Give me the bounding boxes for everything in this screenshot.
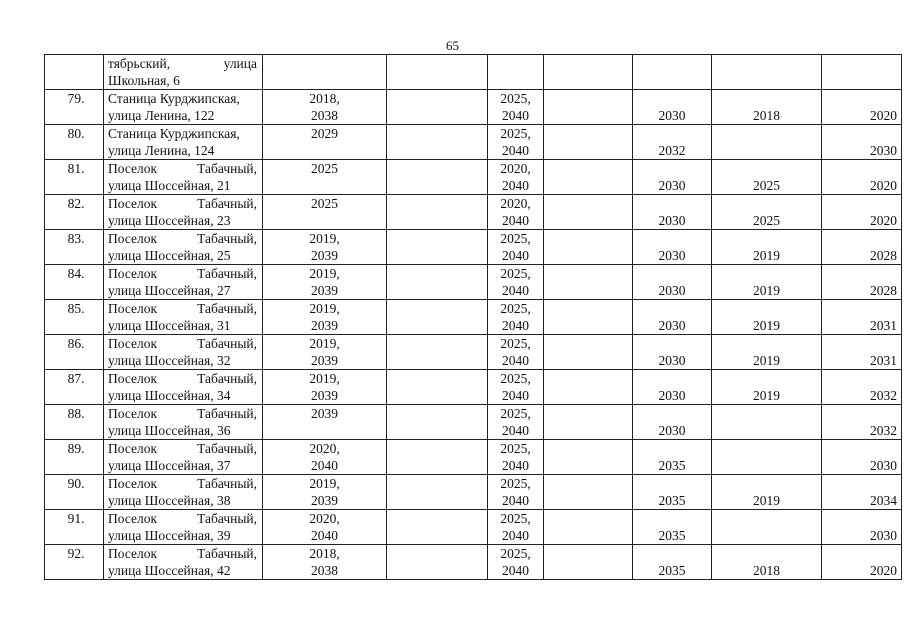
cell-years-1	[263, 90, 387, 125]
cell-years-3	[488, 265, 544, 300]
years-3-line1: 2025,	[500, 266, 531, 281]
table-row	[45, 510, 902, 545]
cell-name	[104, 510, 263, 545]
years-3-line2: 2040	[502, 283, 529, 298]
name-line2: улица Шоссейная, 23	[108, 213, 231, 228]
cell-year-5: 2030	[633, 335, 712, 370]
cell-empty	[387, 475, 488, 510]
cell-empty	[387, 230, 488, 265]
name-line1-a: Поселок	[108, 231, 158, 246]
table-row	[45, 230, 902, 265]
cell-years-1	[263, 370, 387, 405]
cell-empty	[387, 125, 488, 160]
cell-empty	[263, 55, 387, 90]
cell-name	[104, 545, 263, 580]
name-line1-a: Поселок	[108, 441, 158, 456]
cell-empty	[544, 510, 633, 545]
years-1-line2: 2039	[311, 353, 338, 368]
years-3-line2: 2040	[502, 178, 529, 193]
name-line1-b: Табачный,	[197, 441, 257, 456]
cell-years-1	[263, 230, 387, 265]
cell-year-7: 2034	[822, 475, 902, 510]
cell-number: 89.	[45, 440, 104, 475]
cell-number: 79.	[45, 90, 104, 125]
name-line1-b: улица	[223, 56, 257, 71]
years-1-line1: 2020,	[309, 441, 340, 456]
cell-years-3	[488, 545, 544, 580]
cell-name	[104, 55, 263, 90]
name-line1-a: Поселок	[108, 266, 158, 281]
cell-year-5: 2030	[633, 90, 712, 125]
cell-year-5: 2035	[633, 475, 712, 510]
cell-empty	[544, 90, 633, 125]
years-3-line2: 2040	[502, 423, 529, 438]
cell-year-7: 2031	[822, 300, 902, 335]
table-row	[45, 265, 902, 300]
name-line1-a: Поселок	[108, 161, 158, 176]
name-line1-b: Табачный,	[197, 371, 257, 386]
cell-empty	[544, 300, 633, 335]
page-number: 65	[446, 38, 459, 53]
cell-empty	[387, 55, 488, 90]
cell-year-7: 2020	[822, 160, 902, 195]
cell-name	[104, 160, 263, 195]
table-row	[45, 370, 902, 405]
cell-year-7: 2030	[822, 440, 902, 475]
years-1-line1: 2019,	[309, 231, 340, 246]
cell-years-1	[263, 475, 387, 510]
name-line2: улица Шоссейная, 25	[108, 248, 231, 263]
years-1-line1: 2018,	[309, 546, 340, 561]
cell-number: 92.	[45, 545, 104, 580]
name-line1-b: Табачный,	[197, 301, 257, 316]
cell-number: 81.	[45, 160, 104, 195]
name-line1-a: Поселок	[108, 406, 158, 421]
cell-empty	[822, 55, 902, 90]
years-1-line2: 2039	[311, 388, 338, 403]
cell-year-7: 2020	[822, 90, 902, 125]
cell-empty	[544, 475, 633, 510]
cell-empty	[544, 370, 633, 405]
name-line2: улица Шоссейная, 37	[108, 458, 231, 473]
name-line2: улица Шоссейная, 32	[108, 353, 231, 368]
cell-years-1	[263, 545, 387, 580]
years-1-line2: 2038	[311, 108, 338, 123]
cell-year-6: 2018	[712, 90, 822, 125]
cell-years-3	[488, 475, 544, 510]
cell-year-6: 2019	[712, 230, 822, 265]
years-3-line1: 2025,	[500, 476, 531, 491]
years-3-line2: 2040	[502, 528, 529, 543]
cell-year-7: 2032	[822, 405, 902, 440]
cell-years-1	[263, 160, 387, 195]
table-row	[45, 475, 902, 510]
cell-empty	[544, 440, 633, 475]
years-1-line1: 2019,	[309, 301, 340, 316]
years-1-line2: 2025	[311, 196, 338, 211]
cell-empty	[387, 545, 488, 580]
cell-number: 91.	[45, 510, 104, 545]
cell-year-5: 2030	[633, 370, 712, 405]
name-line2: улица Шоссейная, 38	[108, 493, 231, 508]
cell-empty	[633, 55, 712, 90]
years-3-line1: 2020,	[500, 161, 531, 176]
years-3-line2: 2040	[502, 143, 529, 158]
cell-name	[104, 195, 263, 230]
name-line1-a: тябрьский,	[108, 56, 171, 71]
years-3-line2: 2040	[502, 388, 529, 403]
years-1-line2: 2039	[311, 283, 338, 298]
years-3-line1: 2025,	[500, 371, 531, 386]
years-1-line2: 2040	[311, 528, 338, 543]
cell-year-7: 2030	[822, 510, 902, 545]
cell-empty	[387, 195, 488, 230]
cell-year-5: 2030	[633, 195, 712, 230]
name-line2: улица Шоссейная, 34	[108, 388, 231, 403]
name-line1-a: Поселок	[108, 476, 158, 491]
years-1-line1: 2019,	[309, 476, 340, 491]
name-line1-b: Табачный,	[197, 266, 257, 281]
years-3-line2: 2040	[502, 318, 529, 333]
cell-year-6: 2025	[712, 160, 822, 195]
table-row	[45, 195, 902, 230]
years-1-line2: 2039	[311, 493, 338, 508]
cell-year-7: 2020	[822, 545, 902, 580]
cell-name	[104, 370, 263, 405]
cell-number: 88.	[45, 405, 104, 440]
table-row-continuation	[45, 55, 902, 90]
cell-year-6: 2019	[712, 300, 822, 335]
name-line1-a: Поселок	[108, 301, 158, 316]
name-line1-b: Табачный,	[197, 196, 257, 211]
cell-years-3	[488, 300, 544, 335]
cell-year-5: 2032	[633, 125, 712, 160]
cell-name	[104, 405, 263, 440]
cell-years-3	[488, 125, 544, 160]
table-row	[45, 440, 902, 475]
name-line1-b: Табачный,	[197, 476, 257, 491]
cell-empty	[387, 300, 488, 335]
cell-name	[104, 300, 263, 335]
cell-empty	[544, 125, 633, 160]
name-line1-b: Табачный,	[197, 511, 257, 526]
cell-year-6: 2019	[712, 370, 822, 405]
cell-empty	[712, 55, 822, 90]
cell-name	[104, 335, 263, 370]
cell-year-5: 2030	[633, 265, 712, 300]
cell-empty	[387, 335, 488, 370]
cell-empty	[544, 265, 633, 300]
years-3-line2: 2040	[502, 563, 529, 578]
years-1-line1: 2019,	[309, 371, 340, 386]
cell-year-7: 2031	[822, 335, 902, 370]
years-1-line2: 2025	[311, 161, 338, 176]
cell-year-7: 2028	[822, 265, 902, 300]
cell-empty	[544, 545, 633, 580]
cell-years-1	[263, 440, 387, 475]
cell-years-1	[263, 195, 387, 230]
cell-year-6	[712, 405, 822, 440]
cell-empty	[387, 405, 488, 440]
cell-empty	[387, 160, 488, 195]
cell-name	[104, 125, 263, 160]
cell-years-3	[488, 335, 544, 370]
cell-years-1	[263, 125, 387, 160]
cell-empty	[387, 370, 488, 405]
years-1-line2: 2040	[311, 458, 338, 473]
cell-name	[104, 265, 263, 300]
name-line1-a: Поселок	[108, 371, 158, 386]
cell-year-5: 2030	[633, 230, 712, 265]
cell-empty	[544, 55, 633, 90]
cell-year-7: 2028	[822, 230, 902, 265]
cell-number: 85.	[45, 300, 104, 335]
cell-year-5: 2035	[633, 440, 712, 475]
name-line2: Школьная, 6	[108, 73, 180, 88]
years-3-line1: 2025,	[500, 441, 531, 456]
years-1-line2: 2038	[311, 563, 338, 578]
name-line1-a: Поселок	[108, 336, 158, 351]
years-3-line1: 2025,	[500, 91, 531, 106]
cell-empty	[387, 510, 488, 545]
cell-year-5: 2030	[633, 300, 712, 335]
cell-years-1	[263, 510, 387, 545]
years-1-line1: 2020,	[309, 511, 340, 526]
name-line2: улица Ленина, 124	[108, 143, 215, 158]
years-3-line1: 2025,	[500, 406, 531, 421]
name-line2: улица Шоссейная, 36	[108, 423, 231, 438]
name-line1-a: Поселок	[108, 546, 158, 561]
cell-years-3	[488, 440, 544, 475]
cell-year-6	[712, 510, 822, 545]
years-3-line2: 2040	[502, 353, 529, 368]
cell-empty	[488, 55, 544, 90]
cell-number: 80.	[45, 125, 104, 160]
years-1-line2: 2039	[311, 406, 338, 421]
cell-year-7: 2030	[822, 125, 902, 160]
cell-years-3	[488, 195, 544, 230]
years-3-line1: 2025,	[500, 231, 531, 246]
table-row	[45, 125, 902, 160]
name-line1-b: Табачный,	[197, 161, 257, 176]
cell-year-6: 2018	[712, 545, 822, 580]
name-line2: улица Шоссейная, 39	[108, 528, 231, 543]
cell-year-5: 2030	[633, 405, 712, 440]
cell-year-6	[712, 125, 822, 160]
cell-number: 84.	[45, 265, 104, 300]
years-3-line1: 2025,	[500, 336, 531, 351]
cell-empty	[544, 230, 633, 265]
name-line2: улица Шоссейная, 31	[108, 318, 231, 333]
cell-year-7: 2032	[822, 370, 902, 405]
cell-name	[104, 475, 263, 510]
cell-number: 87.	[45, 370, 104, 405]
cell-empty	[387, 440, 488, 475]
cell-year-6: 2019	[712, 335, 822, 370]
years-1-line2: 2039	[311, 248, 338, 263]
cell-empty	[387, 90, 488, 125]
name-line1-a: Станица Курджипская,	[108, 91, 240, 106]
cell-empty	[387, 265, 488, 300]
years-1-line1: 2018,	[309, 91, 340, 106]
cell-empty	[544, 160, 633, 195]
years-3-line1: 2025,	[500, 301, 531, 316]
name-line1-a: Поселок	[108, 511, 158, 526]
cell-name	[104, 230, 263, 265]
years-3-line2: 2040	[502, 248, 529, 263]
years-3-line1: 2025,	[500, 511, 531, 526]
years-1-line1: 2019,	[309, 266, 340, 281]
cell-years-3	[488, 510, 544, 545]
years-1-line2: 2029	[311, 126, 338, 141]
cell-years-1	[263, 265, 387, 300]
cell-number: 86.	[45, 335, 104, 370]
cell-number	[45, 55, 104, 90]
cell-name	[104, 440, 263, 475]
years-1-line1: 2019,	[309, 336, 340, 351]
table-row	[45, 405, 902, 440]
name-line2: улица Шоссейная, 21	[108, 178, 231, 193]
cell-years-1	[263, 335, 387, 370]
years-3-line1: 2025,	[500, 126, 531, 141]
name-line2: улица Шоссейная, 42	[108, 563, 231, 578]
cell-years-3	[488, 160, 544, 195]
cell-year-6	[712, 440, 822, 475]
table-row	[45, 300, 902, 335]
cell-year-6: 2025	[712, 195, 822, 230]
table-row	[45, 90, 902, 125]
schedule-table	[44, 54, 902, 580]
table-body	[45, 55, 902, 580]
cell-years-1	[263, 300, 387, 335]
cell-year-6: 2019	[712, 475, 822, 510]
cell-name	[104, 90, 263, 125]
years-3-line1: 2020,	[500, 196, 531, 211]
years-3-line2: 2040	[502, 213, 529, 228]
table-row	[45, 160, 902, 195]
cell-number: 90.	[45, 475, 104, 510]
cell-number: 82.	[45, 195, 104, 230]
cell-empty	[544, 405, 633, 440]
years-3-line1: 2025,	[500, 546, 531, 561]
years-3-line2: 2040	[502, 458, 529, 473]
cell-years-3	[488, 370, 544, 405]
cell-years-3	[488, 405, 544, 440]
name-line1-b: Табачный,	[197, 336, 257, 351]
cell-year-6: 2019	[712, 265, 822, 300]
years-3-line2: 2040	[502, 493, 529, 508]
cell-empty	[544, 195, 633, 230]
name-line1-a: Станица Курджипская,	[108, 126, 240, 141]
name-line1-b: Табачный,	[197, 406, 257, 421]
name-line1-b: Табачный,	[197, 231, 257, 246]
name-line1-b: Табачный,	[197, 546, 257, 561]
cell-year-7: 2020	[822, 195, 902, 230]
years-1-line2: 2039	[311, 318, 338, 333]
cell-years-3	[488, 90, 544, 125]
name-line2: улица Шоссейная, 27	[108, 283, 231, 298]
cell-year-5: 2035	[633, 545, 712, 580]
cell-year-5: 2035	[633, 510, 712, 545]
name-line1-a: Поселок	[108, 196, 158, 211]
cell-years-3	[488, 230, 544, 265]
table-row	[45, 335, 902, 370]
cell-empty	[544, 335, 633, 370]
cell-year-5: 2030	[633, 160, 712, 195]
cell-number: 83.	[45, 230, 104, 265]
years-3-line2: 2040	[502, 108, 529, 123]
table-row	[45, 545, 902, 580]
cell-years-1	[263, 405, 387, 440]
name-line2: улица Ленина, 122	[108, 108, 215, 123]
